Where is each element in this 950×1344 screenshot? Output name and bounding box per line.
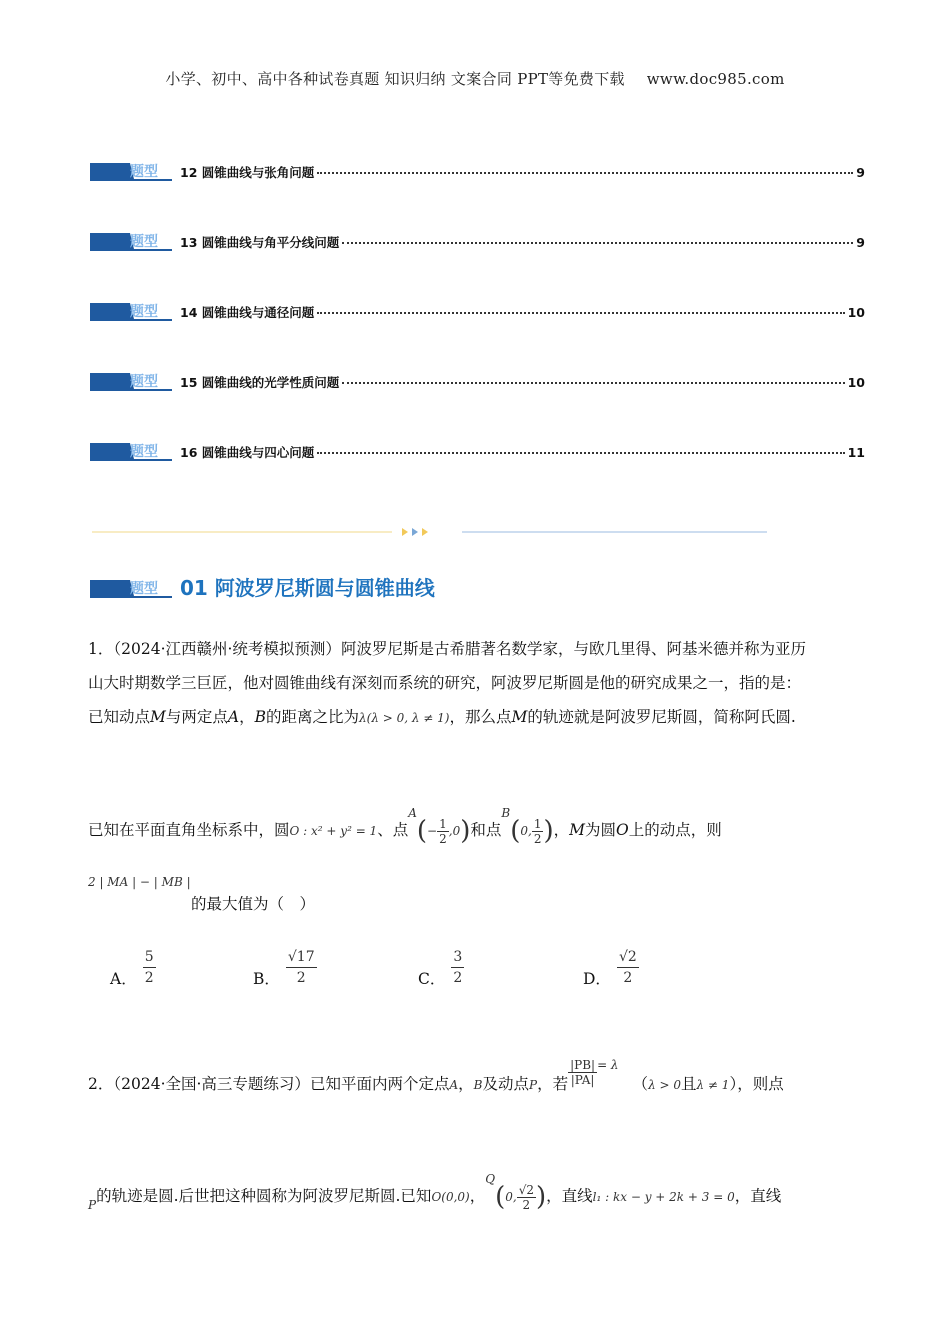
line-l1-equation: l₁ : kx − y + 2k + 3 = 0 <box>592 1190 735 1204</box>
q1-line-2: 山大时期数学三巨匠，他对圆锥曲线有深刻而系统的研究，阿波罗尼斯圆是他的研究成果之一，指的是： <box>88 674 802 692</box>
question-type-badge-icon <box>90 229 172 253</box>
question-type-badge-icon <box>90 576 172 600</box>
section-heading <box>90 572 690 606</box>
section-divider <box>92 523 767 543</box>
toc-label: 13 圆锥曲线与角平分线问题 <box>180 235 340 250</box>
toc-label: 14 圆锥曲线与通径问题 <box>180 305 315 320</box>
option-b[interactable]: B． $\frac{√17}{2}$ <box>253 948 315 988</box>
toc-leader <box>317 452 844 454</box>
toc-label: 12 圆锥曲线与张角问题 <box>180 165 315 180</box>
badge-label: 题型 <box>130 443 158 459</box>
q1-expression: 2 | MA | − | MB | <box>88 875 191 889</box>
q1-line-1 <box>88 632 868 666</box>
toc-page: 9 <box>856 235 865 250</box>
circle-equation: O : x² + y² = 1 <box>289 824 378 838</box>
toc-item[interactable] <box>90 369 865 393</box>
toc-label: 15 圆锥曲线的光学性质问题 <box>180 375 340 390</box>
toc-item[interactable] <box>90 159 865 183</box>
section-title: 01 阿波罗尼斯圆与圆锥曲线 <box>180 576 435 600</box>
badge-label: 题型 <box>130 303 158 319</box>
toc-label: 16 圆锥曲线与四心问题 <box>180 445 315 460</box>
q1-source: （2024·江西赣州·统考模拟预测） <box>113 640 341 658</box>
toc-item[interactable] <box>90 299 865 323</box>
lambda-condition: λ(λ > 0, λ ≠ 1) <box>359 711 450 725</box>
badge-label: 题型 <box>130 163 158 179</box>
toc-leader <box>342 382 844 384</box>
page-header <box>0 68 950 89</box>
question-type-badge-icon <box>90 439 172 463</box>
badge-label: 题型 <box>130 233 158 249</box>
question-2: 2．（2024·全国·高三专题练习）已知平面内两个定点A，B及动点P，若 $\frac{|PB|}{|PA|}$ $^{= \lambda}$（λ > 0且λ ≠ 1），则点 <box>88 1058 784 1093</box>
option-a[interactable]: A． $\frac{5}{2}$ <box>110 948 154 988</box>
q2-line-2: $_P$的轨迹是圆.后世把这种圆称为阿波罗尼斯圆.已知O(0,0)，$^Q$(0, $\frac{√2}{2}$ )，直线l₁ : kx − y + 2k + 3 = 0，直线 <box>88 1172 782 1212</box>
q2-number: 2． <box>88 1075 114 1093</box>
option-d[interactable]: D． $\frac{√2}{2}$ <box>583 948 637 988</box>
badge-label: 题型 <box>130 373 158 389</box>
q1-number: 1． <box>88 640 114 658</box>
toc-page: 11 <box>847 445 865 460</box>
question-type-badge-icon <box>90 299 172 323</box>
header-text: 小学、初中、高中各种试卷真题 知识归纳 文案合同 PPT等免费下载 <box>165 70 625 88</box>
question-type-badge-icon <box>90 159 172 183</box>
toc-item[interactable] <box>90 439 865 463</box>
toc-page: 10 <box>847 305 865 320</box>
toc-leader <box>317 172 853 174</box>
option-c[interactable]: C． $\frac{3}{2}$ <box>418 948 463 988</box>
q1-text: 阿波罗尼斯是古希腊著名数学家，与欧几里得、阿基米德并称为亚历 <box>340 640 806 658</box>
toc-leader <box>317 312 844 314</box>
q1-line-3: 已知动点M与两定点A，B的距离之比为λ(λ > 0, λ ≠ 1)，那么点M的轨迹就是阿波罗尼斯圆，简称阿氏圆. <box>88 708 796 726</box>
toc-page: 10 <box>847 375 865 390</box>
toc-leader <box>342 242 853 244</box>
question-1 <box>88 632 868 735</box>
toc-item[interactable] <box>90 229 865 253</box>
badge-label: 题型 <box>130 580 158 596</box>
toc-page: 9 <box>856 165 865 180</box>
q1-line-5: 2 | MA | − | MB | 的最大值为（ ） <box>88 872 868 914</box>
header-site: www.doc985.com <box>646 70 785 88</box>
q2-source: （2024·全国·高三专题练习） <box>113 1075 310 1093</box>
question-type-badge-icon <box>90 369 172 393</box>
q1-line-4: 已知在平面直角坐标系中，圆O : x² + y² = 1、点$^A$(− $\frac{1}{2}$ ,0)和点$^B$(0, $\frac{1}{2}$ )，M为圆O上的动点，则 <box>88 806 722 846</box>
